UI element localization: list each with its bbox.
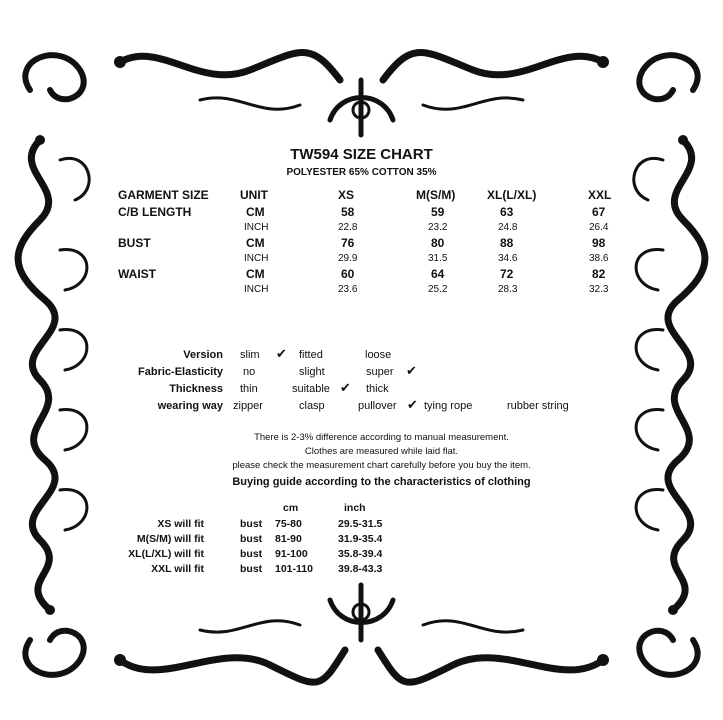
col-header-xl: XL(L/XL): [487, 188, 537, 202]
guide-cm: 75-80: [275, 518, 302, 530]
table-cell: 64: [431, 267, 445, 281]
table-cell: 59: [431, 205, 445, 219]
guide-inch: 35.8-39.4: [338, 548, 383, 560]
table-cell: 72: [500, 267, 514, 281]
table-cell: 23.2: [428, 222, 448, 233]
table-cell: INCH: [244, 222, 269, 233]
table-cell: CM: [246, 205, 265, 219]
guide-inch: 31.9-35.4: [338, 533, 383, 545]
table-cell: 38.6: [589, 253, 609, 264]
page-title: TW594 SIZE CHART: [290, 146, 433, 163]
table-cell: 82: [592, 267, 606, 281]
table-cell: 29.9: [338, 253, 358, 264]
col-header-xs: XS: [338, 188, 355, 202]
version-option-fitted: fitted: [299, 349, 323, 361]
wearing-option-rubber-string: rubber string: [507, 400, 569, 412]
guide-size-xxl: XXL will fit: [151, 563, 204, 575]
row-label-waist: WAIST: [118, 267, 156, 281]
guide-size-xs: XS will fit: [157, 518, 204, 530]
thickness-option-suitable: suitable: [292, 383, 330, 395]
version-label: Version: [183, 349, 223, 361]
table-cell: 32.3: [589, 284, 609, 295]
table-cell: 34.6: [498, 253, 518, 264]
table-cell: CM: [246, 267, 265, 281]
guide-header-cm: cm: [283, 502, 299, 514]
thickness-option-thin: thin: [240, 383, 258, 395]
guide-cm: 101-110: [275, 563, 313, 575]
row-label-cb-length: C/B LENGTH: [118, 205, 192, 219]
col-header-m: M(S/M): [416, 188, 456, 202]
check-icon: ✔: [276, 346, 287, 361]
note-line-1: There is 2-3% difference according to manual measurement.: [254, 432, 509, 443]
elasticity-option-slight: slight: [299, 366, 325, 378]
table-cell: 88: [500, 236, 514, 250]
col-header-garment-size: GARMENT SIZE: [118, 188, 209, 202]
elasticity-label: Fabric-Elasticity: [138, 366, 223, 378]
wearing-option-zipper: zipper: [233, 400, 263, 412]
guide-cm: 91-100: [275, 548, 308, 560]
table-cell: 60: [341, 267, 355, 281]
col-header-unit: UNIT: [240, 188, 268, 202]
table-cell: CM: [246, 236, 265, 250]
table-cell: 80: [431, 236, 445, 250]
thickness-option-thick: thick: [366, 383, 389, 395]
thickness-label: Thickness: [169, 383, 223, 395]
table-cell: 58: [341, 205, 355, 219]
table-cell: INCH: [244, 253, 269, 264]
guide-header-inch: inch: [344, 502, 366, 514]
table-cell: 67: [592, 205, 606, 219]
table-cell: 28.3: [498, 284, 518, 295]
buying-guide-title: Buying guide according to the characteristics of clothing: [232, 476, 531, 488]
version-option-slim: slim: [240, 349, 260, 361]
wearing-option-clasp: clasp: [299, 400, 325, 412]
wearing-option-tying-rope: tying rope: [424, 400, 473, 412]
table-cell: 63: [500, 205, 514, 219]
wearing-way-label: wearing way: [157, 400, 223, 412]
table-cell: 76: [341, 236, 355, 250]
table-cell: 22.8: [338, 222, 358, 233]
row-label-bust: BUST: [118, 236, 151, 250]
guide-inch: 29.5-31.5: [338, 518, 383, 530]
table-cell: 24.8: [498, 222, 518, 233]
guide-cm: 81-90: [275, 533, 302, 545]
material-subtitle: POLYESTER 65% COTTON 35%: [286, 167, 437, 178]
guide-part: bust: [240, 518, 263, 530]
guide-part: bust: [240, 548, 263, 560]
elasticity-option-super: super: [366, 366, 394, 378]
note-line-2: Clothes are measured while laid flat.: [304, 446, 459, 457]
guide-size-xl: XL(L/XL) will fit: [128, 548, 204, 560]
guide-size-m: M(S/M) will fit: [136, 533, 204, 545]
table-cell: 98: [592, 236, 606, 250]
col-header-xxl: XXL: [588, 188, 612, 202]
table-cell: 25.2: [428, 284, 448, 295]
version-option-loose: loose: [365, 349, 392, 361]
guide-inch: 39.8-43.3: [338, 563, 383, 575]
table-cell: 31.5: [428, 253, 448, 264]
guide-part: bust: [240, 563, 263, 575]
wearing-option-pullover: pullover: [358, 400, 397, 412]
check-icon: ✔: [406, 363, 417, 378]
table-cell: INCH: [244, 284, 269, 295]
note-line-3: please check the measurement chart carefully before you buy the item.: [232, 460, 531, 471]
elasticity-option-no: no: [243, 366, 256, 378]
check-icon: ✔: [407, 397, 418, 412]
guide-part: bust: [240, 533, 263, 545]
table-cell: 26.4: [589, 222, 609, 233]
check-icon: ✔: [340, 380, 351, 395]
table-cell: 23.6: [338, 284, 358, 295]
